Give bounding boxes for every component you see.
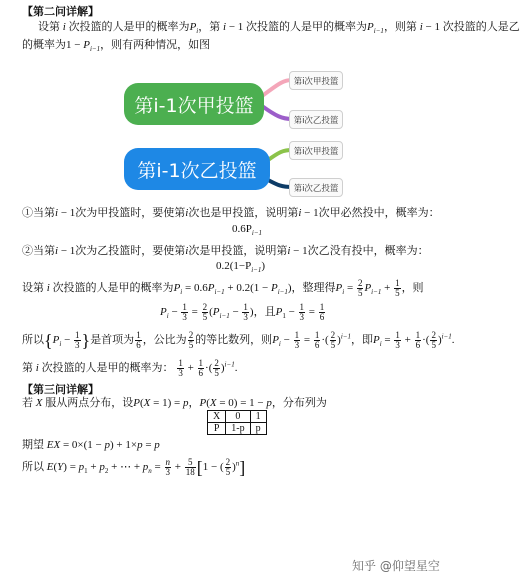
case-text: 次甲必然投中，概率为： <box>318 207 440 219</box>
case-2-marker: ② <box>22 245 33 257</box>
leaf-b-jia: 第i次甲投篮 <box>289 141 343 160</box>
intro-text: ，则第 <box>383 21 417 33</box>
edge-a-to-a2 <box>262 106 292 119</box>
leaf-a-yi: 第i次乙投篮 <box>289 110 343 129</box>
case-1-marker: ① <box>22 207 33 219</box>
node-prev-jia: 第i-1次甲投篮 <box>124 83 264 125</box>
sec3-text: 期望 <box>22 439 44 451</box>
table-row <box>208 411 267 423</box>
leaf-a-jia: 第i次甲投篮 <box>289 71 343 90</box>
case-2-formula: $0.2(1-P_{i-1})$ <box>216 260 266 275</box>
table-cell: 0 <box>226 411 250 423</box>
intro-text: ，则有两种情况，如图 <box>100 39 211 51</box>
derivation-text: 次投篮的人是甲的概率为： <box>41 362 174 374</box>
derivation-text: ，即 <box>350 334 373 346</box>
case-text: 当第 <box>33 245 55 257</box>
section-2-heading: 【第二问详解】 <box>22 6 99 18</box>
derivation-text: 是首项为 <box>90 334 135 346</box>
derivation-text: 所以 <box>22 334 44 346</box>
sec3-line-1: 若 X 服从两点分布，设P(X = 1) = p，P(X = 0) = 1 − p，分布列为 <box>22 397 327 409</box>
table-cell: 1-p <box>226 423 250 435</box>
derivation-text: 的等比数列，则 <box>195 334 273 346</box>
case-text: 次也是甲投篮，说明第 <box>188 207 299 219</box>
derivation-text: ，整理得 <box>291 282 336 294</box>
sec3-text: 所以 <box>22 461 44 473</box>
case-text: 次为甲投篮时，要使第 <box>75 207 186 219</box>
derivation-line-3: 所以{$P_i$ − $\frac{1}{3}$ }是首项为 $\frac{1}{6}$ ，公比为 $\frac{2}{5}$ 的等比数列，则$P_i$ − $\frac{1}{3}$ = $\frac{1}{6}$ ·( $\frac{2}{5}$ )$^{i-1}$，即$P_i$ = $\frac{1}{3}$ + $\frac{1}{6}$ ·( $\frac{2}{5}$ )$^{i-1}$. <box>22 329 455 351</box>
leaf-b-yi: 第i次乙投篮 <box>289 178 343 197</box>
watermark: 知乎 @仰望星空 <box>352 559 440 573</box>
derivation-text: 设第 <box>22 282 44 294</box>
case-text: 次为乙投篮时，要使第 <box>75 245 186 257</box>
intro-text: 次投篮的人是甲的概率为 <box>68 21 190 33</box>
sec3-text: ，分布列为 <box>271 397 327 409</box>
node-prev-yi: 第i-1次乙投篮 <box>124 148 270 190</box>
derivation-text: ，且 <box>253 306 276 318</box>
sec3-text: 若 <box>22 397 33 409</box>
intro-text: 的概率为 <box>22 39 66 51</box>
case-text: 次乙没有投中，概率为： <box>307 245 429 257</box>
case-2-line: ②当第i − 1次为乙投篮时，要使第i次是甲投篮，说明第i − 1次乙没有投中，概率为： <box>22 245 429 257</box>
derivation-text: ，公比为 <box>142 334 187 346</box>
case-text: 次是甲投篮，说明第 <box>188 245 288 257</box>
derivation-line-1: 设第 i 次投篮的人是甲的概率为$P_i = 0.6P_{i-1} + 0.2(1 - P_{i-1})$，整理得$P_i$ = $\frac{2}{5}$ $P_{i-1}$ + $\frac{1}{5}$ ，则 <box>22 277 424 298</box>
table-cell: P <box>208 423 226 435</box>
derivation-text: 第 <box>22 362 33 374</box>
intro-text: 次投篮的人是乙 <box>442 21 520 33</box>
derivation-text: 次投篮的人是甲的概率为 <box>52 282 174 294</box>
intro-line-1: 设第 i 次投篮的人是甲的概率为$P_i$，第 i − 1 次投篮的人是甲的概率为$P_{i-1}$，则第 i − 1 次投篮的人是乙 <box>38 21 520 36</box>
table-cell: p <box>250 423 266 435</box>
case-1-formula: $0.6P_{i-1}$ <box>232 223 263 238</box>
case-text: 当第 <box>33 207 55 219</box>
case-1-formula-text: 0.6P <box>232 223 252 235</box>
intro-text: 设第 <box>38 21 60 33</box>
derivation-line-2: $P_i$ − $\frac{1}{3}$ = $\frac{2}{5}$ ($P_{i-1}$ − $\frac{1}{3}$ )，且$P_1$ − $\frac{1}{3}$ = $\frac{1}{6}$ <box>160 301 325 322</box>
section-3-heading: 【第三问详解】 <box>22 384 99 396</box>
distribution-table <box>207 410 267 435</box>
intro-text: ，第 <box>198 21 221 33</box>
case-1-line: ①当第i − 1次为甲投篮时，要使第i次也是甲投篮，说明第i − 1次甲必然投中，概率为： <box>22 207 440 219</box>
final-sum-line: 所以 $E(Y) = p_1 + p_2$ + ⋯ + $p_n$ = $\frac{n}{3}$ + $\frac{5}{18}$ [1 − ( $\frac{2}{5}$ )$^n$] <box>22 456 246 478</box>
intro-text: 次投篮的人是甲的概率为 <box>246 21 368 33</box>
sec3-text: 服从两点分布，设 <box>45 397 134 409</box>
case-2-formula-text: 0.2(1−P <box>216 260 252 272</box>
table-row <box>208 423 267 435</box>
derivation-line-4: 第 i 次投篮的人是甲的概率为： $\frac{1}{3}$ + $\frac{1}{6}$ ·( $\frac{2}{5}$ )$^{i-1}$. <box>22 357 238 378</box>
table-cell: 1 <box>250 411 266 423</box>
derivation-text: ，则 <box>401 282 424 294</box>
expectation-line: 期望 EX = 0×(1 − p) + 1×p = p <box>22 439 160 451</box>
table-cell: X <box>208 411 226 423</box>
edge-a-to-a1 <box>262 80 292 96</box>
intro-line-2: 的概率为$1 - P_{i-1}$，则有两种情况，如图 <box>22 39 211 54</box>
